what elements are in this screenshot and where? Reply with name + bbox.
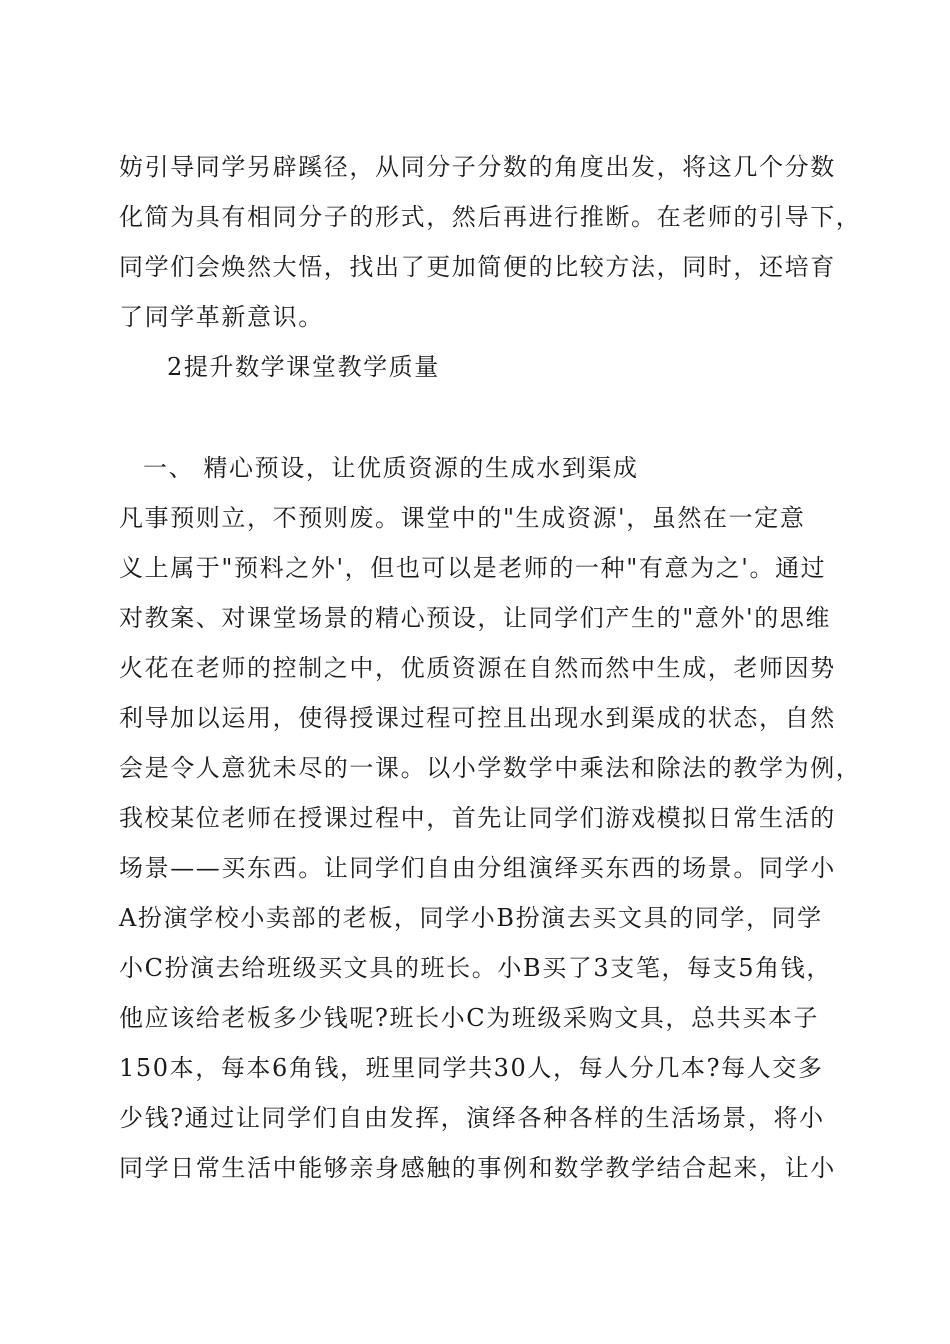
paragraph-line: 少钱?通过让同学们自由发挥，演绎各种各样的生活场景，将小: [119, 1104, 825, 1132]
subsection-title: 一、 精心预设，让优质资源的生成水到渠成: [143, 454, 639, 482]
paragraph-line: 同学日常生活中能够亲身感触的事例和数学教学结合起来，让小: [119, 1154, 836, 1182]
paragraph-line: 150本，每本6角钱，班里同学共30人，每人分几本?每人交多: [119, 1054, 824, 1082]
paragraph-line: 凡事预则立，不预则废。课堂中的"生成资源'，虽然在一定意: [119, 504, 806, 532]
paragraph-line: 小C扮演去给班级买文具的班长。小B买了3支笔，每支5角钱，: [119, 954, 832, 982]
paragraph-line: 他应该给老板多少钱呢?班长小C为班级采购文具，总共买本子: [119, 1004, 820, 1032]
paragraph-line: 会是令人意犹未尽的一课。以小学数学中乘法和除法的教学为例，: [119, 754, 862, 782]
paragraph-line: A扮演学校小卖部的老板，同学小B扮演去买文具的同学，同学: [119, 904, 823, 932]
paragraph-line: 利导加以运用，使得授课过程可控且出现水到渠成的状态，自然: [119, 704, 836, 732]
paragraph-line: 化简为具有相同分子的形式，然后再进行推断。在老师的引导下，: [119, 203, 862, 231]
paragraph-line: 我校某位老师在授课过程中，首先让同学们游戏模拟日常生活的: [119, 804, 836, 832]
section-title: 2提升数学课堂教学质量: [167, 353, 440, 381]
paragraph-line: 同学们会焕然大悟，找出了更加简便的比较方法，同时，还培育: [119, 253, 836, 281]
paragraph-line: 义上属于"预料之外'，但也可以是老师的一种"有意为之'。通过: [119, 554, 827, 582]
paragraph-line: 妨引导同学另辟蹊径，从同分子分数的角度出发，将这几个分数: [119, 153, 836, 181]
paragraph-line: 了同学革新意识。: [119, 303, 324, 331]
paragraph-line: 对教案、对课堂场景的精心预设，让同学们产生的"意外'的思维: [119, 604, 832, 632]
paragraph-line: 火花在老师的控制之中，优质资源在自然而然中生成，老师因势: [119, 654, 836, 682]
paragraph-line: 场景——买东西。让同学们自由分组演绎买东西的场景。同学小: [119, 854, 836, 882]
